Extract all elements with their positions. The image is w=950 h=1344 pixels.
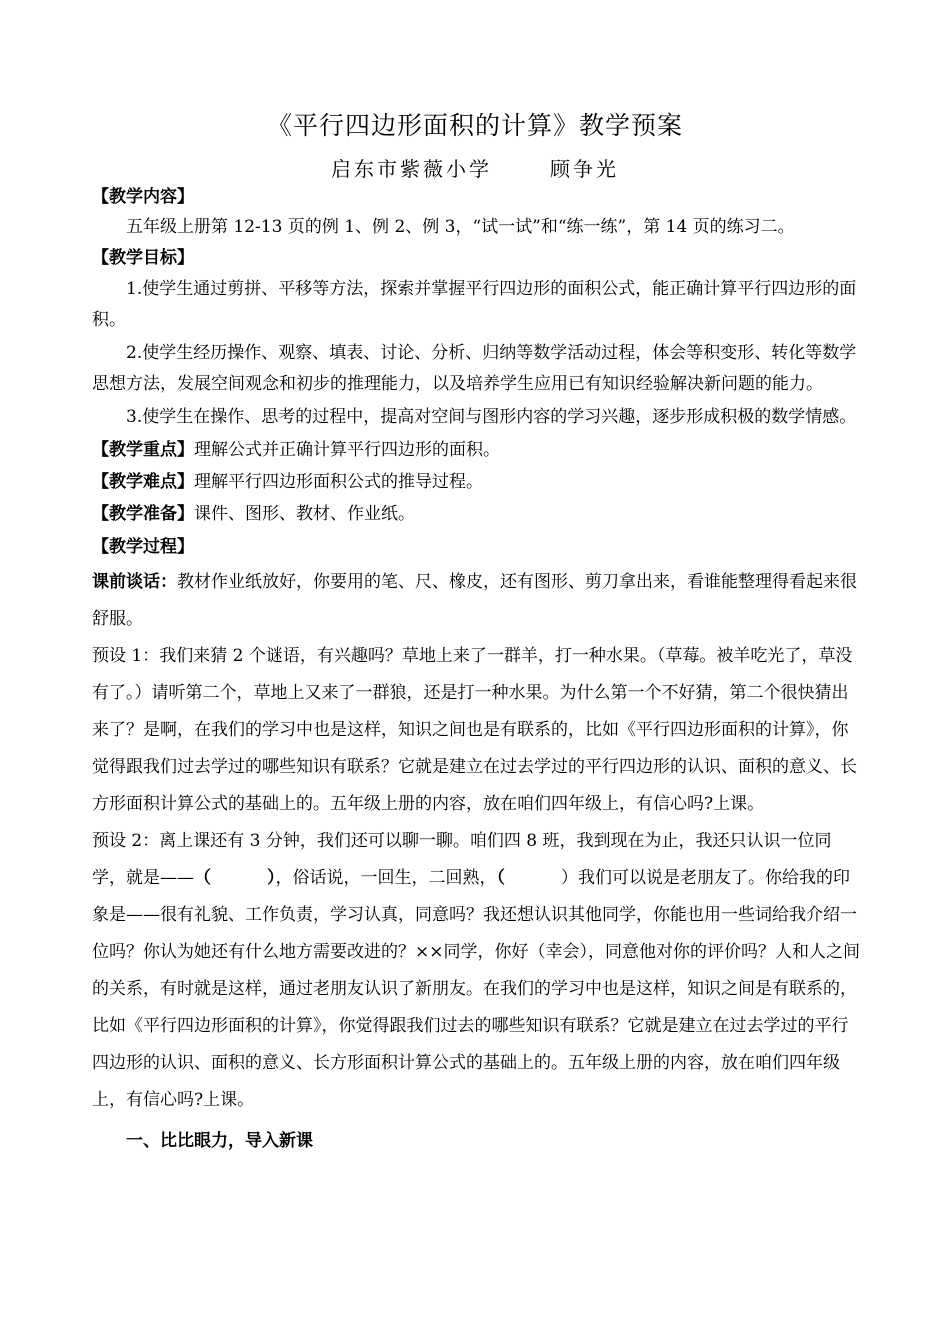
- difficulty-row: [92, 468, 860, 497]
- preset-2-paragraph: [92, 823, 860, 1119]
- difficulty-text: 理解平行四边形面积公式的推导过程。: [194, 472, 483, 492]
- goal-item-3: 3.使学生在操作、思考的过程中，提高对空间与图形内容的学习兴趣，逐步形成积极的数学情感。: [126, 407, 857, 427]
- key-point-row: [92, 436, 860, 465]
- process-heading: 【教学过程】: [92, 537, 194, 557]
- author-name: 顾争光: [550, 157, 619, 181]
- key-point-heading: 【教学重点】: [92, 440, 194, 460]
- document-title: 《平行四边形面积的计算》教学预案: [266, 111, 683, 140]
- section-1-heading: 一、比比眼力，导入新课: [126, 1131, 313, 1151]
- preset-2-open-paren-1: （: [194, 868, 211, 888]
- content-text: 五年级上册第 12-13 页的例 1、例 2、例 3，“试一试”和“练一练”，第 14 页的练习二。: [126, 217, 795, 237]
- goal-item-1: 1.使学生通过剪拼、平移等方法，探索并掌握平行四边形的面积公式，能正确计算平行四边形的面积。: [92, 279, 857, 330]
- pre-talk-paragraph: [92, 564, 860, 638]
- preset-2-part-a: 预设 2：离上课还有 3 分钟，我们还可以聊一聊。咱们四 8 班，我到现在为止，我还只认识一位同学，就是——: [92, 831, 832, 888]
- pre-talk-label: 课前谈话：: [92, 572, 177, 592]
- document-body: [92, 183, 860, 1160]
- content-heading: 【教学内容】: [92, 187, 194, 207]
- goals-heading: 【教学目标】: [92, 248, 194, 268]
- preset-2-open-paren-2: （: [496, 868, 505, 888]
- goal-item-2: 2.使学生经历操作、观察、填表、讨论、分析、归纳等数学活动过程，体会等积变形、转化等数学思想方法，发展空间观念和初步的推理能力，以及培养学生应用已有知识经验解决新问题的能力。: [92, 343, 857, 394]
- author-line: [0, 153, 950, 182]
- preparation-text: 课件、图形、教材、作业纸。: [194, 504, 415, 524]
- preset-1-paragraph: 预设 1：我们来猜 2 个谜语，有兴趣吗？草地上来了一群羊，打一种水果。（草莓。被羊吃光了，草没有了。）请听第二个，草地上又来了一群狼，还是打一种水果。为什么第一个不好猜，第二个很快猜出来了？是啊，在我们的学习中也是这样，知识之间也是有联系的，比如《平行四边形面积的计算》，你觉得跟我们过去学过的哪些知识有联系？它就是建立在过去学过的平行四边形的认识、面积的意义、长方形面积计算公式的基础上的。五年级上册的内容，放在咱们四年级上，有信心吗?上课。: [92, 646, 857, 814]
- preset-2-part-c: 我们可以说是老朋友了。你给我的印象是——很有礼貌、工作负责，学习认真，同意吗？我还想认识其他同学，你能也用一些词给我介绍一位吗？你认为她还有什么地方需要改进的？××同学，你好（幸会），同意他对你的评价吗？人和人之间的关系，有时就是这样，通过老朋友认识了新朋友。在我们的学习中也是这样，知识之间是有联系的，比如《平行四边形面积的计算》，你觉得跟我们过去的哪些知识有联系？它就是建立在过去学过的平行四边形的认识、面积的意义、长方形面积计算公式的基础上的。五年级上册的内容，放在咱们四年级上，有信心吗?上课。: [92, 868, 860, 1110]
- pre-talk-text: 教材作业纸放好，你要用的笔、尺、橡皮，还有图形、剪刀拿出来，看谁能整理得看起来很舒服。: [92, 572, 857, 629]
- preparation-row: [92, 500, 860, 529]
- preset-2-close-paren-1: ）: [267, 868, 276, 888]
- difficulty-heading: 【教学难点】: [92, 472, 194, 492]
- preparation-heading: 【教学准备】: [92, 504, 194, 524]
- author-school: 启东市紫薇小学: [331, 157, 492, 181]
- key-point-text: 理解公式并正确计算平行四边形的面积。: [194, 440, 500, 460]
- preset-2-close-paren-2: ）: [561, 868, 578, 888]
- preset-2-part-b: ，俗话说，一回生，二回熟，: [275, 868, 497, 888]
